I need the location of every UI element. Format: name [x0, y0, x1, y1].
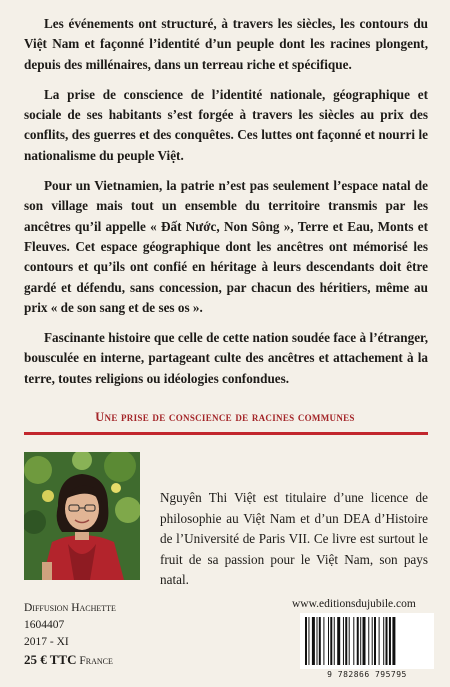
cover-subtitle: Une prise de conscience de racines communes [95, 410, 355, 424]
publication-date: 2017 - XI [24, 636, 69, 648]
price-line [24, 651, 184, 670]
price-country: France [79, 655, 113, 667]
barcode-digits: 9 782866 795795 [327, 670, 407, 679]
blurb-paragraph-1: Les événements ont structuré, à travers les siècles, les contours du Việt Nam et façonné l’identité d’un peuple dont les racines plongent, depuis des millénaires, dans un terreau riche et spécifique. [24, 16, 428, 72]
product-code: 1604407 [24, 619, 65, 631]
blurb-paragraph-2: La prise de conscience de l’identité nationale, géographique et sociale de ses habitants s’est forgée à travers les siècles au prix des conflits, des guerres et des conquêtes. Ces luttes ont façonné et nourri le nationalisme du peuple Việt. [24, 86, 428, 163]
red-divider [24, 432, 428, 435]
author-bio: Nguyên Thi Việt est titulaire d’une licence de philosophie au Việt Nam et d’un DEA d’Histoire de l’Université de Paris VII. Ce livre est surtout le fruit de sa passion pour le Việt Nam, son pays natal. [160, 490, 428, 587]
publisher-info [24, 600, 184, 670]
barcode [300, 613, 434, 669]
blurb-paragraph-3: Pour un Vietnamien, la patrie n’est pas seulement l’espace natal de son village mais tout un ensemble du territoire transmis par les ancêtres qu’il appelle « Đất Nước, Non Sông », Terre et Eau, Monts et Fleuves. Cet espace géographique dont les ancêtres ont mémorisé les contours et qu’ils ont confié en héritage à leurs descendants doit être gardé et défendu, sans concession, par chacun des héritiers, même au prix « de son sang et de ses os ». [24, 178, 428, 315]
publisher-website: www.editionsdujubile.com [292, 598, 416, 610]
author-photo [24, 452, 140, 580]
blurb-text [24, 14, 428, 399]
price: 25 € TTC [24, 652, 77, 667]
distributor: Diffusion Hachette [24, 602, 116, 614]
blurb-paragraph-4: Fascinante histoire que celle de cette nation soudée face à l’étranger, bousculée en interne, partageant culte des ancêtres et attachement à la terre, toutes religions ou idéologies confondues. [24, 330, 428, 386]
